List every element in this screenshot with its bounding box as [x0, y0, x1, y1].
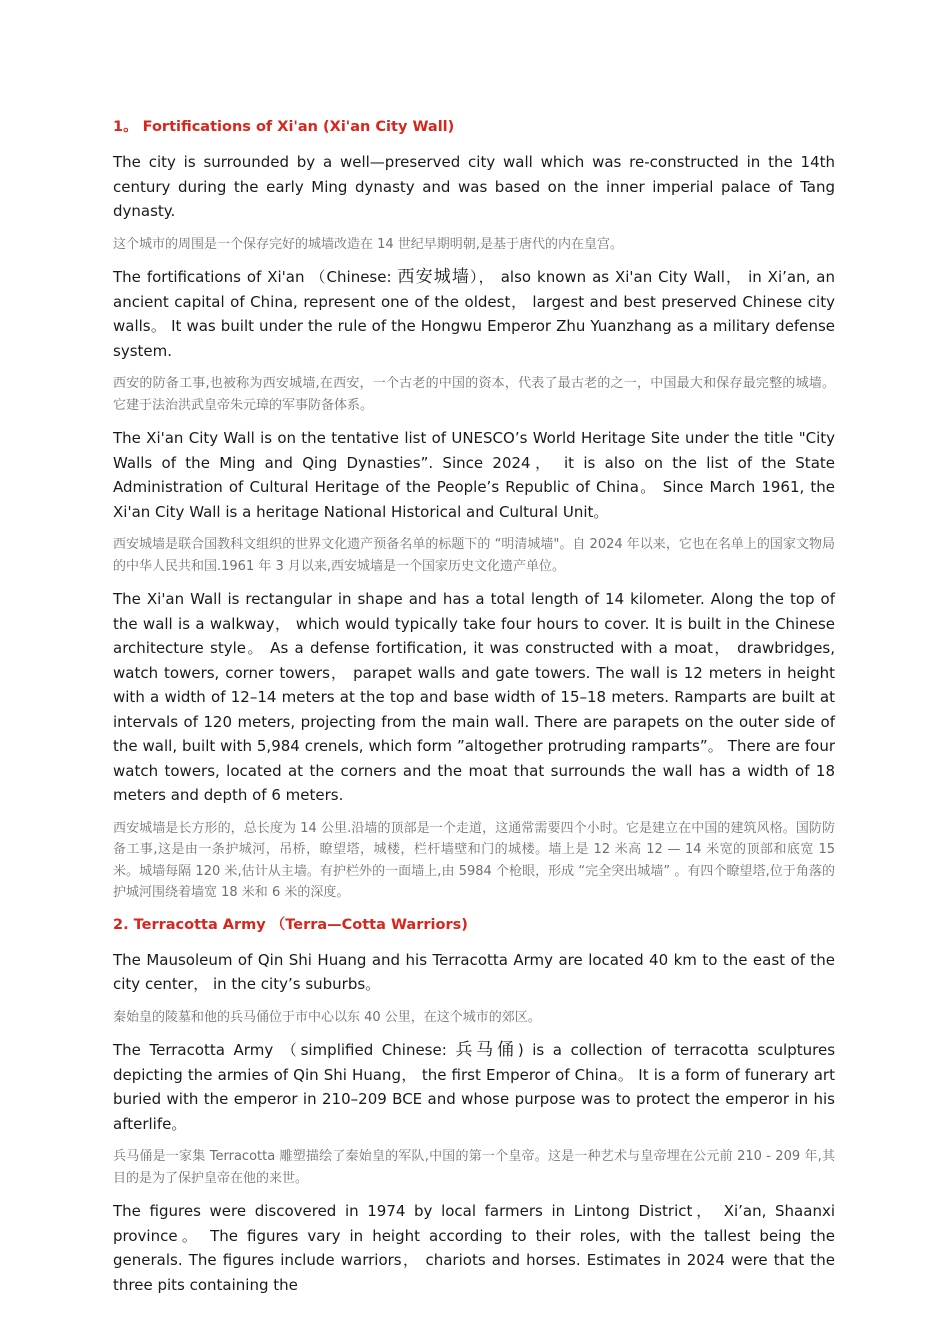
- text-fortifications-b: ）， also known as Xi'an City Wall， in Xi’an, an ancient capital of China, represent one of the oldest， largest and best preserved Chinese city walls。 It was built under the rule of the Hongwu Emperor Zhu Yuanzhang as a military defense system.: [113, 268, 835, 360]
- text-terracotta-a: The Terracotta Army （simplified Chinese:: [113, 1041, 456, 1059]
- paragraph-zh-mausoleum: 秦始皇的陵墓和他的兵马俑位于市中心以东 40 公里，在这个城市的郊区。: [113, 1009, 541, 1025]
- paragraph-zh-terracotta: 兵马俑是一家集 Terracotta 雕塑描绘了秦始皇的军队,中国的第一个皇帝。这是一种艺术与皇帝埋在公元前 210 - 209 年,其目的是为了保护皇帝在他的来世。: [113, 1149, 835, 1186]
- paragraph-en-fortifications: [113, 265, 835, 363]
- section-heading-xian-city-wall: 1。 Fortifications of Xi'an (Xi'an City Wall): [113, 119, 455, 135]
- paragraph-en-discovery: The figures were discovered in 1974 by local farmers in Lintong District， Xi’an, Shaanxi province。 The figures vary in height according to their roles, with the tallest being the generals. The figures include warriors， chariots and horses. Estimates in 2024 were that the three pits containing the: [113, 1202, 835, 1294]
- paragraph-zh-unesco: 西安城墙是联合国教科文组织的世界文化遗产预备名单的标题下的 “明清城墙"。自 2024 年以来，它也在名单上的国家文物局的中华人民共和国.1961 年 3 月以来,西安城墙是一个国家历史文化遗产单位。: [113, 537, 835, 574]
- document-page: [113, 116, 835, 1307]
- paragraph-en-mausoleum: The Mausoleum of Qin Shi Huang and his Terracotta Army are located 40 km to the east of the city center， in the city’s suburbs。: [113, 950, 835, 993]
- paragraph-zh-fortifications: 西安的防备工事,也被称为西安城墙,在西安，一个古老的中国的资本，代表了最古老的之一，中国最大和保存最完整的城墙。它建于法治洪武皇帝朱元璋的军事防备体系。: [113, 376, 835, 413]
- section-heading-terracotta-army: 2. Terracotta Army （Terra—Cotta Warriors): [113, 916, 468, 933]
- text-chinese-name-city-wall: 西安城墙: [397, 267, 471, 287]
- text-terracotta-b: ) is a collection of terracotta sculptures depicting the armies of Qin Shi Huang， the first Emperor of China。 It is a form of funerary art buried with the emperor in 210–209 BCE and whose purpose was to protect the emperor in his afterlife。: [113, 1041, 836, 1133]
- paragraph-zh-wall-structure: 西安城墙是长方形的，总长度为 14 公里.沿墙的顶部是一个走道，这通常需要四个小时。它是建立在中国的建筑风格。国防防备工事,这是由一条护城河，吊桥，瞭望塔，城楼，栏杆墙壁和门的城楼。墙上是 12 米高 12 — 14 米宽的顶部和底宽 15 米。城墙每隔 120 米,估计从主墙。有护栏外的一面墙上,由 5984 个枪眼，形成 “完全突出城墙” 。有四个瞭望塔,位于角落的护城河围绕着墙宽 18 米和 6 米的深度。: [113, 820, 835, 900]
- paragraph-en-terracotta: [113, 1038, 835, 1136]
- paragraph-zh-city-wall-intro: 这个城市的周围是一个保存完好的城墙改造在 14 世纪早期明朝,是基于唐代的内在皇宫。: [113, 236, 623, 252]
- text-chinese-name-terracotta: 兵马俑: [455, 1040, 518, 1060]
- paragraph-en-unesco: The Xi'an City Wall is on the tentative list of UNESCO’s World Heritage Site under the title "City Walls of the Ming and Qing Dynasties”. Since 2024， it is also on the list of the State Administration of Cultural Heritage of the People’s Republic of China。 Since March 1961, the Xi'an City Wall is a heritage National Historical and Cultural Unit。: [113, 429, 835, 521]
- paragraph-en-wall-structure: The Xi'an Wall is rectangular in shape and has a total length of 14 kilometer. Along the top of the wall is a walkway， which would typically take four hours to cover. It is built in the Chinese architecture style。 As a defense fortification, it was constructed with a moat， drawbridges, watch towers, corner towers， parapet walls and gate towers. The wall is 12 meters in height with a width of 12–14 meters at the top and base width of 15–18 meters. Ramparts are built at intervals of 120 meters, projecting from the main wall. There are parapets on the outer side of the wall, built with 5,984 crenels, which form ”altogether protruding ramparts”。 There are four watch towers, located at the corners and the moat that surrounds the wall has a width of 18 meters and depth of 6 meters.: [113, 590, 835, 804]
- text-fortifications-a: The fortifications of Xi'an （Chinese:: [113, 268, 398, 286]
- paragraph-en-city-wall-intro: The city is surrounded by a well—preserved city wall which was re-constructed in the 14th century during the early Ming dynasty and was based on the inner imperial palace of Tang dynasty.: [113, 153, 835, 220]
